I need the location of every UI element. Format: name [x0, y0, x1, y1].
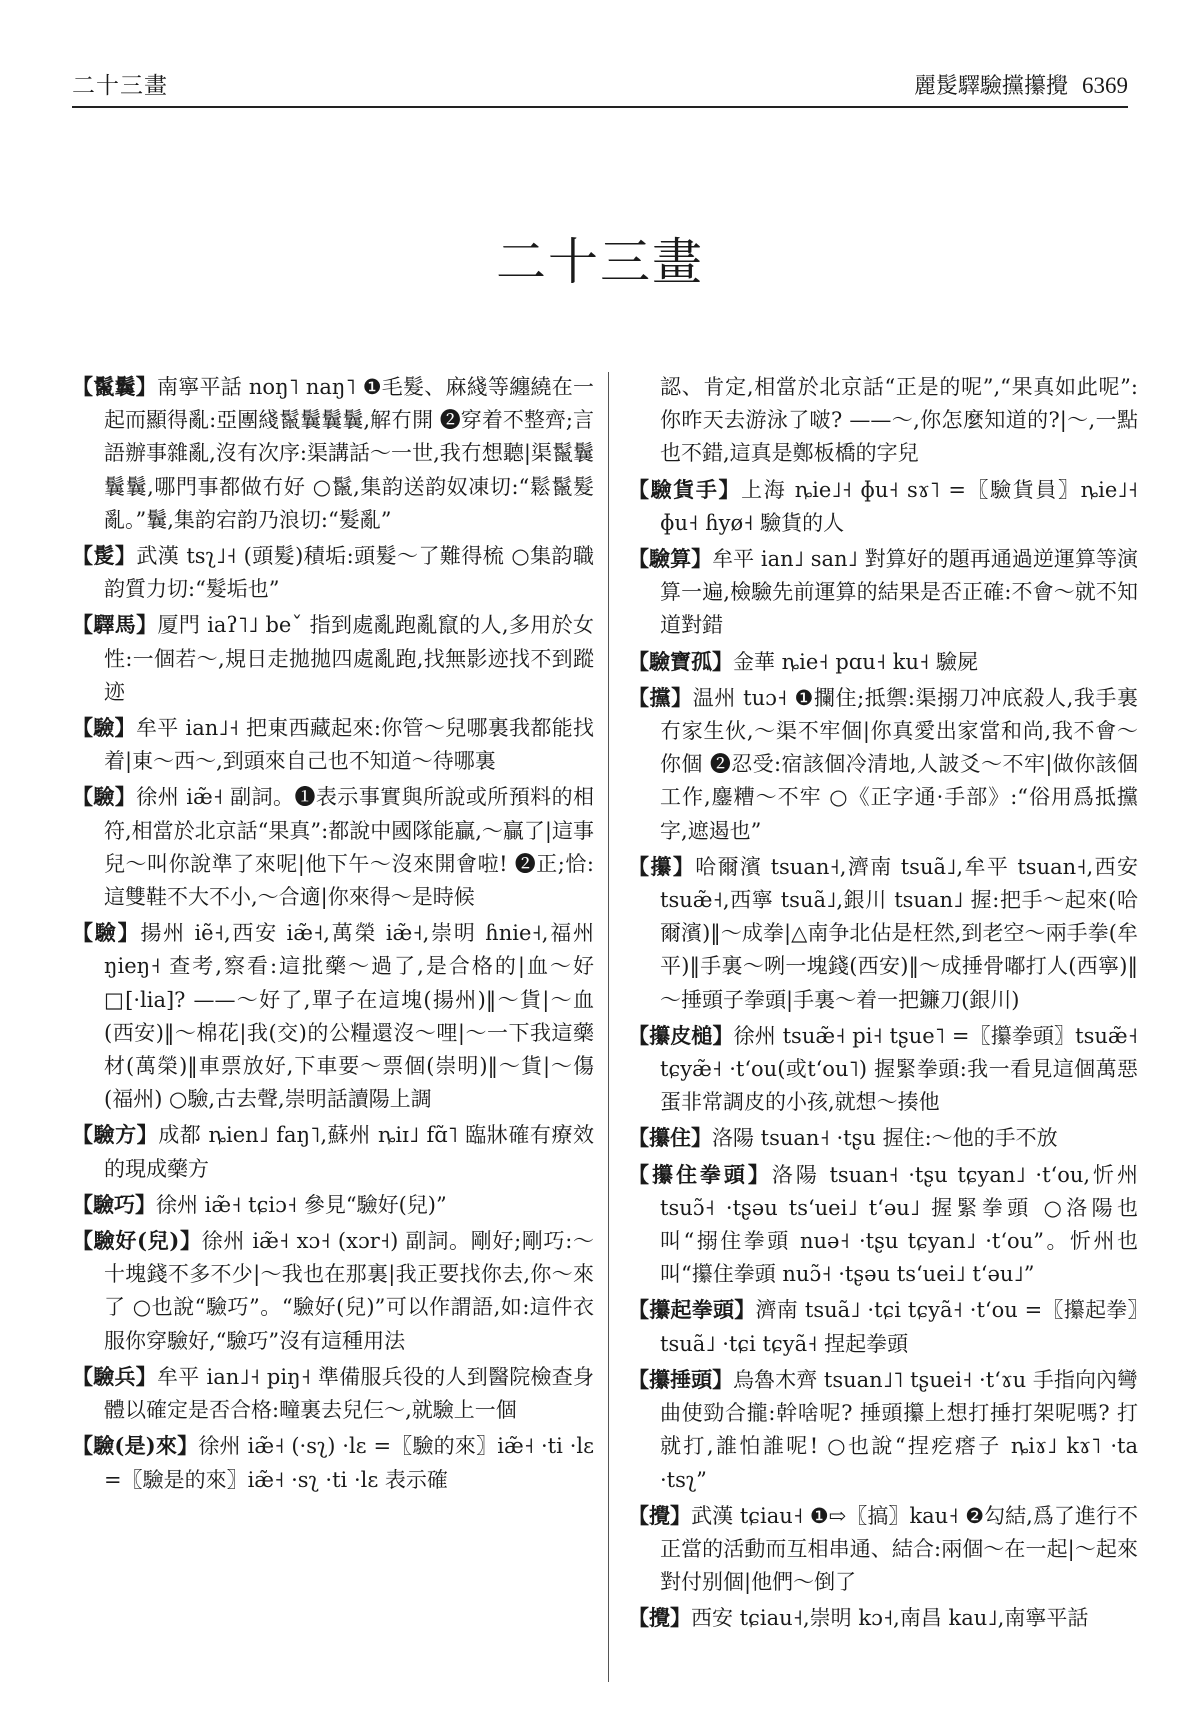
entry-text: 濟南 tsuã˩ ·tɕi tɕyã˧ ·tʻou =〖攥起拳〗tsuã˩ ·tɕi tɕyã˧ 捏起拳頭 — [660, 1298, 1138, 1356]
dictionary-entry — [628, 473, 1138, 540]
headword: 【攥捶頭】 — [628, 1366, 734, 1392]
entry-text: 徐州 iæ̃˧ (·sʅ) ·lɛ =〖驗的來〗iæ̃˧ ·ti ·lɛ =〖驗是的來〗iæ̃˧ ·sʅ ·ti ·lɛ 表示確 — [104, 1434, 594, 1492]
headword: 【驛馬】 — [72, 612, 158, 638]
entry-text: 厦門 iaʔ˥˩ beˇ 指到處亂跑亂竄的人,多用於女性:一個若～,規日走拋拋四處亂跑,找無影迹找不到蹤迹 — [104, 613, 594, 704]
headword: 【驗好(兒)】 — [72, 1228, 202, 1254]
entry-text: 温州 tuɔ˧ ❶攔住;抵禦:渠搦刀冲底殺人,我手裏冇家生伙,～渠不牢個|你真愛出家當和尚,我不會～你個 ❷忍受:宿該個冷清地,人詖爻～不牢|做你該個工作,鏖糟～不牢 ○《正字通·手部》:“俗用爲抵攩字,遮遏也” — [660, 685, 1139, 843]
headword: 【驗】 — [72, 715, 136, 741]
dictionary-entry — [628, 1158, 1138, 1292]
page-number: 6369 — [1082, 73, 1128, 98]
entry-text: 武漢 tsʅ˩˧ (頭髮)積垢:頭髮～了難得梳 ○集韵職韵質力切:“髮垢也” — [104, 544, 594, 602]
entry-text: 洛陽 tsuan˧ ·tʂu 握住:～他的手不放 — [712, 1126, 1058, 1151]
running-head-characters: 麗髲驛驗攩攥攪 — [913, 74, 1068, 99]
dictionary-entry — [628, 850, 1138, 1017]
left-column — [72, 370, 594, 1499]
entry-text: 徐州 iæ̃˧ tɕiɔ˧ 參見“驗好(兒)” — [156, 1192, 447, 1217]
running-head-right — [914, 69, 1128, 100]
entry-text: 上海 ȵie˩˧ ɸu˧ sɤ˥ =〖驗貨員〗ȵie˩˧ ɸu˧ ɦyø˧ 驗貨的人 — [660, 477, 1138, 535]
entry-text: 西安 tɕiau˧,崇明 kɔ˧,南昌 kau˩,南寧平話 — [691, 1606, 1089, 1631]
dictionary-entry — [628, 681, 1138, 848]
headword: 【驗巧】 — [72, 1191, 156, 1217]
dictionary-entry — [628, 1601, 1138, 1635]
entry-text: 牟平 ian˩ san˩ 對算好的題再通過逆運算等演算一遍,檢驗先前運算的結果是否正確:不會～就不知道對錯 — [660, 547, 1139, 638]
headword: 【攥住】 — [628, 1125, 712, 1151]
entry-text: 牟平 ian˩˧ 把東西藏起來:你管～兒哪裏我都能找着|東～西～,到頭來自己也不知道～待哪裏 — [104, 716, 595, 774]
dictionary-entry — [628, 1363, 1138, 1497]
dictionary-entry — [628, 542, 1138, 643]
entry-text: 徐州 tsuæ̃˧ pi˧ tʂue˥ =〖攥拳頭〗tsuæ̃˧ tɕyæ̃˧ ·tʻou(或tʻou˥) 握緊拳頭:我一看見這個萬惡蛋非常調皮的小孩,就想～揍他 — [660, 1023, 1139, 1115]
right-column — [628, 370, 1138, 1638]
headword: 【驗寶孤】 — [628, 648, 733, 674]
headword: 【驗】 — [72, 920, 141, 946]
entry-text: 烏魯木齊 tsuan˩˥ tʂuei˧ ·tʻɤu 手指向內彎曲使勁合攏:幹啥呢? 捶頭攥上想打捶打架呢嗎? 打就打,誰怕誰呢! ○也說“捏疙瘩子 ȵiɤ˩ kɤ˥ ·ta ·tsʅ” — [660, 1367, 1138, 1492]
entry-text: 揚州 iẽ˧,西安 iæ̃˧,萬榮 iæ̃˧,崇明 ɦnie˧,福州 ŋieŋ˧ 查考,察看:這批藥～過了,是合格的|血～好□[·lia]? ——～好了,單子在這塊(揚州)‖～貨|～血(西安)‖～棉花|我(交)的公糧還沒～哩|～一下我這藥材(萬榮)‖車票放好,下車要～票個(崇明)‖～貨|～傷(福州) ○驗,古去聲,崇明話讀陽上調 — [104, 921, 594, 1112]
headword: 【驗貨手】 — [628, 476, 742, 502]
headword: 【攪】 — [628, 1502, 692, 1528]
dictionary-entry — [72, 1188, 594, 1222]
headword: 【鬣鬤】 — [72, 374, 157, 399]
headword: 【攩】 — [628, 684, 693, 710]
dictionary-entry — [72, 711, 594, 778]
entry-text: 洛陽 tsuan˧ ·tʂu tɕyan˩ ·tʻou,忻州 tsuɔ̃˧ ·tʂəu tsʻuei˩ tʻəu˩ 握緊拳頭 ○洛陽也叫“搦住拳頭 nuə˧ ·tʂu tɕyan˩ ·tʻou”。忻州也叫“攥住拳頭 nuɔ̃˧ ·tʂəu tsʻuei˩ tʻəu˩” — [660, 1162, 1139, 1287]
dictionary-entry — [628, 645, 1138, 679]
headword: 【驗兵】 — [72, 1363, 158, 1389]
dictionary-entry — [72, 539, 594, 606]
column-divider — [608, 372, 609, 1682]
entry-text: 徐州 iæ̃˧ 副詞。❶表示事實與所說或所預料的相符,相當於北京話“果真”:都說中國隊能贏,～贏了|這事兒～叫你說準了來呢|他下午～沒來開會啦! ❷正;恰:這雙鞋不大不小,～合適|你來得～是時候 — [104, 785, 595, 910]
headword: 【攥住拳頭】 — [628, 1161, 772, 1187]
dictionary-entry — [628, 1293, 1138, 1360]
headword: 【驗算】 — [628, 546, 713, 572]
section-title: 二十三畫 — [496, 233, 704, 291]
dictionary-entry — [72, 780, 594, 914]
entry-text: 金華 ȵie˧ pɑu˧ ku˧ 驗屍 — [733, 649, 979, 674]
entry-text: 認、肯定,相當於北京話“正是的呢”,“果真如此呢”:你昨天去游泳了啵? ——～,你怎麼知道的?|～,一點也不錯,這真是鄭板橋的字兒 — [660, 375, 1138, 466]
entry-text: 牟平 ian˩˧ piŋ˧ 準備服兵役的人到醫院檢查身體以確定是否合格:疃裏去兒仨～,就驗上一個 — [104, 1364, 595, 1423]
headword: 【攥起拳頭】 — [628, 1297, 756, 1323]
dictionary-entry — [72, 916, 594, 1116]
dictionary-entry-continued — [628, 370, 1138, 471]
entry-text: 南寧平話 noŋ˥ naŋ˥ ❶毛髮、麻綫等纏繞在一起而顯得亂:亞團綫鬣鬤鬤鬤,解冇開 ❷穿着不整齊;言語辦事雜亂,沒有次序:渠講話～一世,我冇想聽|渠鬣鬤鬤鬤,哪門事都做冇好 ○鬣,集韵送韵奴凍切:“鬆鬣髮亂。”鬤,集韵宕韵乃浪切:“髮亂” — [104, 375, 595, 532]
dictionary-entry — [72, 608, 594, 709]
dictionary-entry — [628, 1499, 1138, 1600]
dictionary-entry — [628, 1019, 1138, 1120]
page-header — [72, 64, 1128, 108]
headword: 【驗(是)來】 — [72, 1433, 199, 1459]
dictionary-entry — [72, 1118, 594, 1185]
headword: 【驗方】 — [72, 1122, 159, 1148]
entry-text: 哈爾濱 tsuan˧,濟南 tsuã˩,牟平 tsuan˧,西安 tsuæ̃˧,西寧 tsuã˩,銀川 tsuan˩ 握:把手～起來(哈爾濱)‖～成拳|△南争北佔是枉然,到老空～兩手拳(牟平)‖手裏～咧一塊錢(西安)‖～成捶骨嘟打人(西寧)‖～捶頭子拳頭|手裏～着一把鐮刀(銀川) — [660, 854, 1139, 1012]
dictionary-entry — [72, 1224, 594, 1358]
running-head-section: 二十三畫 — [72, 73, 168, 99]
headword: 【驗】 — [72, 784, 137, 810]
entry-text: 成都 ȵien˩ faŋ˥,蘇州 ȵiɪ˩ fɑ̃˥ 臨牀確有療效的現成藥方 — [104, 1123, 594, 1181]
dictionary-entry — [72, 1360, 594, 1427]
dictionary-entry — [628, 1121, 1138, 1155]
headword: 【攥皮槌】 — [628, 1022, 734, 1048]
dictionary-entry — [72, 1429, 594, 1496]
entry-text: 徐州 iæ̃˧ xɔ˧ (xɔr˧) 副詞。剛好;剛巧:～十塊錢不多不少|～我也在那裏|我正要找你去,你～來了 ○也說“驗巧”。“驗好(兒)”可以作謂語,如:這件衣服你穿驗好,“驗巧”沒有這種用法 — [104, 1229, 594, 1353]
headword: 【攪】 — [628, 1605, 691, 1631]
headword: 【髲】 — [72, 543, 137, 569]
dictionary-entry — [72, 370, 594, 537]
entry-text: 武漢 tɕiau˧ ❶⇨〖搞〗kau˧ ❷勾結,爲了進行不正當的活動而互相串通、結合:兩個～在一起|～起來對付别個|他們～倒了 — [660, 1503, 1138, 1595]
headword: 【攥】 — [628, 853, 696, 879]
